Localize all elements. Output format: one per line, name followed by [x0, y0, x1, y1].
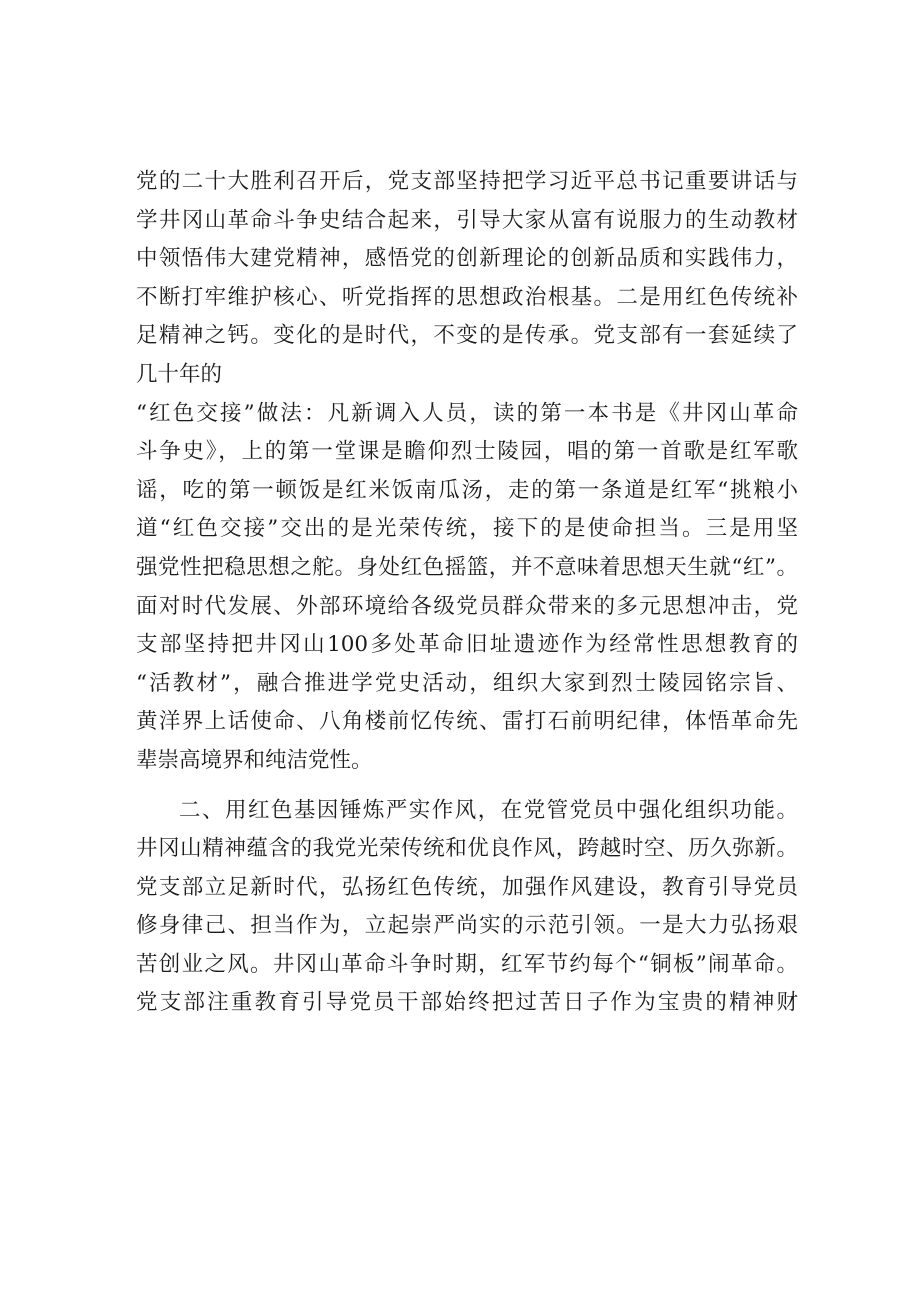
text-line: 苦创业之风。井冈山革命斗争时期，红军节约每个“铜板”闹革命。: [136, 951, 798, 977]
text-line: 党支部立足新时代，弘扬红色传统，加强作风建设，教育引导党员: [136, 874, 798, 900]
text-line: 强党性把稳思想之舵。身处红色摇篮，并不意味着思想天生就“红”。: [136, 554, 798, 580]
text-line: 不断打牢维护核心、听党指挥的思想政治根基。二是用红色传统补: [136, 284, 798, 310]
text-line: 二、用红色基因锤炼严实作风，在党管党员中强化组织功能。: [179, 797, 798, 823]
text-line: 面对时代发展、外部环境给各级党员群众带来的多元思想冲击，党: [136, 593, 798, 619]
text-line: 足精神之钙。变化的是时代，不变的是传承。党支部有一套延续了: [136, 323, 798, 349]
text-line: 中领悟伟大建党精神，感悟党的创新理论的创新品质和实践伟力，: [136, 246, 798, 272]
text-line: 井冈山精神蕴含的我党光荣传统和优良作风，跨越时空、历久弥新。: [136, 836, 798, 862]
text-line: 支部坚持把井冈山100多处革命旧址遗迹作为经常性思想教育的: [136, 632, 798, 658]
text-line: “活教材”，融合推进学党史活动，组织大家到烈士陵园铭宗旨、: [136, 670, 798, 696]
paragraph-spacer: [136, 781, 798, 792]
text-line: “红色交接”做法：凡新调入人员，读的第一本书是《井冈山革命: [136, 400, 798, 426]
text-line: 黄洋界上话使命、八角楼前忆传统、雷打石前明纪律，体悟革命先: [136, 709, 798, 735]
text-line: 学井冈山革命斗争史结合起来，引导大家从富有说服力的生动教材: [136, 207, 798, 233]
text-line: 辈崇高境界和纯洁党性。: [136, 747, 373, 773]
text-line: 党支部注重教育引导党员干部始终把过苦日子作为宝贵的精神财: [136, 990, 798, 1016]
text-line: 斗争史》，上的第一堂课是瞻仰烈士陵园，唱的第一首歌是红军歌: [136, 439, 798, 465]
text-line: 修身律己、担当作为，立起崇严尚实的示范引领。一是大力弘扬艰: [136, 913, 798, 939]
text-line: 几十年的: [136, 361, 223, 387]
text-line: 道“红色交接”交出的是光荣传统，接下的是使命担当。三是用坚: [136, 516, 798, 542]
text-line: 谣，吃的第一顿饭是红米饭南瓜汤，走的第一条道是红军“挑粮小: [136, 477, 798, 503]
document-body: [136, 163, 798, 1023]
text-line: 党的二十大胜利召开后，党支部坚持把学习近平总书记重要讲话与: [136, 169, 798, 194]
paragraph-2: [136, 792, 798, 1024]
paragraph-1: [136, 163, 798, 781]
